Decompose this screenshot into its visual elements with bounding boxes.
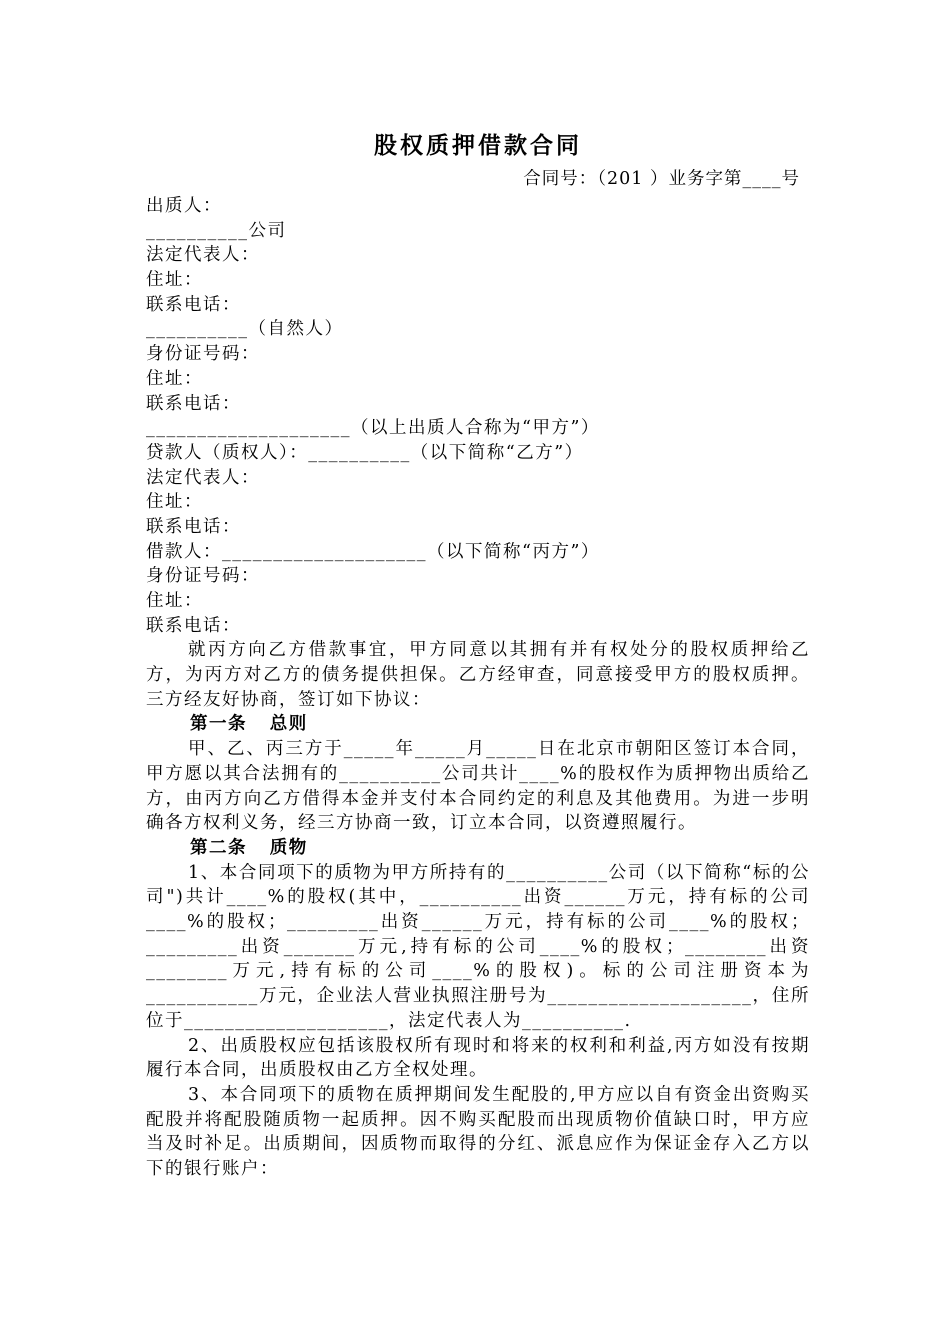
article-2-clause-3: 3、本合同项下的质物在质押期间发生配股的,甲方应以自有资金出资购买配股并将配股随质物一起质押。因不购买配股而出现质物价值缺口时，甲方应当及时补足。出质期间，因质物而取得的分红、派息应作为保证金存入乙方以下的银行账户： [146,1085,810,1180]
article-1-text: 甲、乙、丙三方于_____年_____月_____日在北京市朝阳区签订本合同，甲方愿以其合法拥有的__________公司共计____%的股权作为质押物出质给乙方，由丙方向乙方借得本金并支付本合同约定的利息及其他费用。为进一步明确各方权利义务，经三方协商一致，订立本合同，以资遵照履行。 [146,739,810,834]
party-line: 法定代表人： [146,467,260,488]
party-line: 联系电话： [146,615,241,636]
party-line: 出质人： [146,196,222,216]
party-line: ____________________（以上出质人合称为“甲方”） [146,418,600,439]
article-2-heading: 第二条 质物 [190,837,308,858]
party-list [146,194,810,638]
contract-number: 合同号：（201 ）业务字第____号 [523,169,800,189]
party-line: 住址： [146,270,203,291]
party-line: 住址： [146,368,203,389]
party-line: 借款人：____________________（以下简称“丙方”） [146,541,600,562]
party-line: 住址： [146,492,203,513]
party-line: __________公司 [146,220,287,241]
party-line: 联系电话： [146,294,241,315]
party-line: 身份证号码： [146,344,260,365]
party-line: 法定代表人： [146,245,260,266]
party-line: 贷款人（质权人）：__________（以下简称“乙方”） [146,442,584,463]
document-title: 股权质押借款合同 [374,132,582,159]
party-line: 住址： [146,591,203,611]
contract-page [146,128,810,1182]
article-2-clause-2: 2、出质股权应包括该股权所有现时和将来的权利和利益,丙方如没有按期履行本合同，出质股权由乙方全权处理。 [146,1035,810,1081]
article-1-heading: 第一条 总则 [190,714,308,735]
party-line: __________（自然人） [146,319,344,340]
article-2-clause-1: 1、本合同项下的质物为甲方所持有的__________公司（以下简称“标的公司")共计____%的股权(其中，__________出资______万元，持有标的公司____%的股权；_________出资______万元，持有标的公司____%的股权；_________出资_______万元,持有标的公司____%的股权；________出资________万元,持有标的公司____%的股权)。标的公司注册资本为___________万元，企业法人营业执照注册号为____________________，住所位于____________________，法定代表人为__________. [146,862,810,1031]
party-line: 联系电话： [146,393,241,414]
party-line: 联系电话： [146,516,241,537]
party-line: 身份证号码： [146,566,260,587]
intro-paragraph: 就丙方向乙方借款事宜，甲方同意以其拥有并有权处分的股权质押给乙方，为丙方对乙方的债务提供担保。乙方经审查，同意接受甲方的股权质押。三方经友好协商，签订如下协议： [146,640,810,710]
